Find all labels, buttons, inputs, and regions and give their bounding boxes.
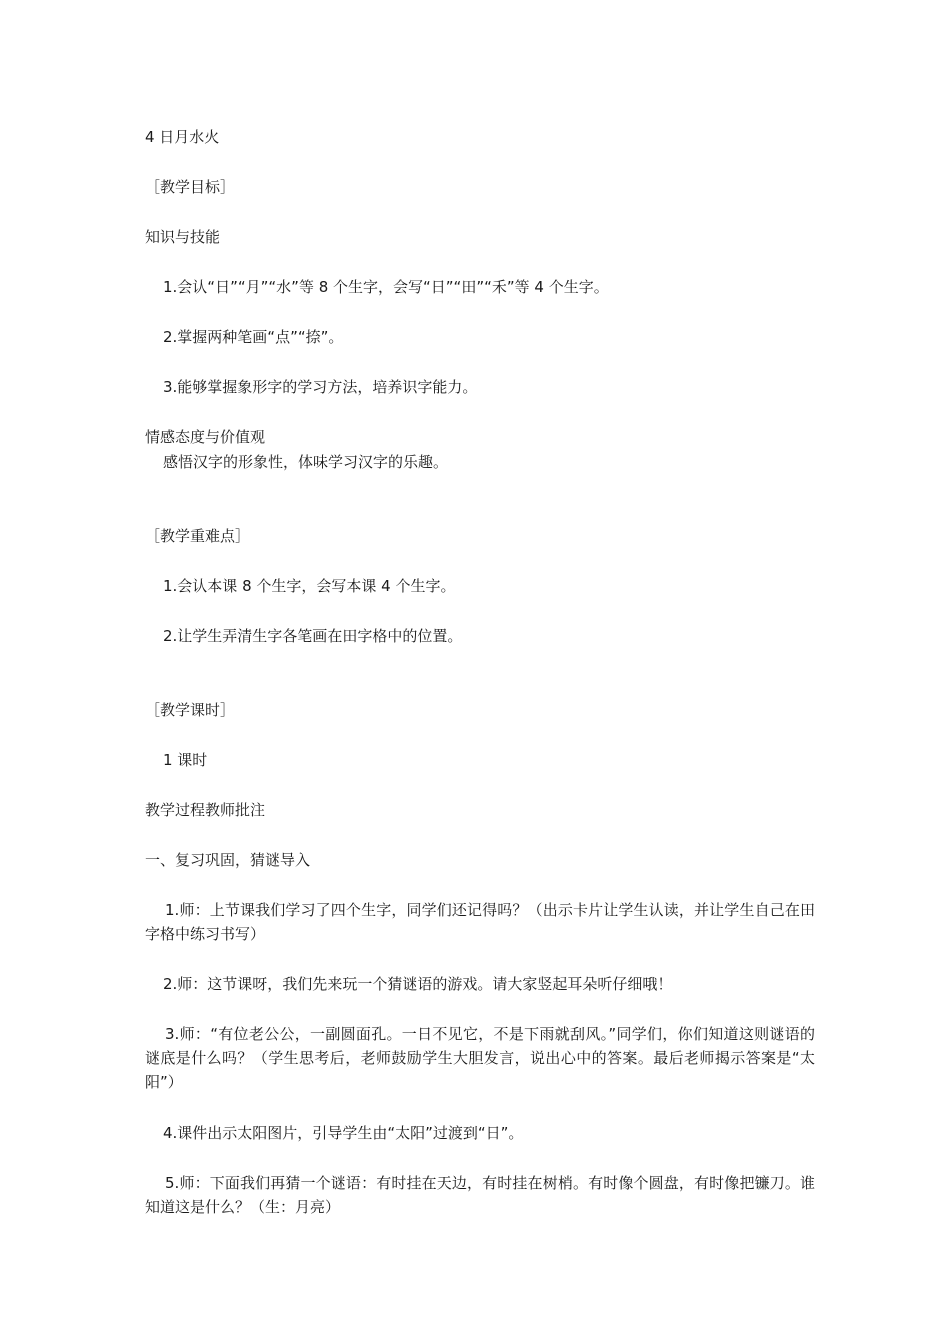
key-points-heading: ［教学重难点］ (145, 527, 251, 545)
key-point-item: 2.让学生弄清生字各笔画在田字格中的位置。 (163, 627, 463, 645)
knowledge-item: 2.掌握两种笔画“点”“捺”。 (163, 328, 344, 346)
process-step: 4.课件出示太阳图片，引导学生由“太阳”过渡到“日”。 (163, 1124, 524, 1142)
attitude-heading: 情感态度与价值观 (145, 428, 266, 446)
hours-text: 1 课时 (163, 751, 208, 769)
hours-heading: ［教学课时］ (145, 701, 236, 719)
knowledge-heading: 知识与技能 (145, 228, 221, 246)
process-step: 1.师：上节课我们学习了四个生字，同学们还记得吗？（出示卡片让学生认读，并让学生自己在田字格中练习书写） (145, 901, 815, 943)
knowledge-item: 3.能够掌握象形字的学习方法，培养识字能力。 (163, 378, 478, 396)
key-point-item: 1.会认本课 8 个生字，会写本课 4 个生字。 (163, 577, 456, 595)
objectives-heading: ［教学目标］ (145, 178, 236, 196)
process-step: 3.师：“有位老公公，一副圆面孔。一日不见它，不是下雨就刮风。”同学们，你们知道这则谜语的谜底是什么吗？（学生思考后，老师鼓励学生大胆发言，说出心中的答案。最后老师揭示答案是“太阳”） (145, 1025, 815, 1091)
process-heading: 教学过程教师批注 (145, 801, 266, 819)
lesson-title: 4 日月水火 (145, 128, 220, 146)
process-step: 2.师：这节课呀，我们先来玩一个猜谜语的游戏。请大家竖起耳朵听仔细哦！ (163, 975, 673, 993)
knowledge-item: 1.会认“日”“月”“水”等 8 个生字，会写“日”“田”“禾”等 4 个生字。 (163, 278, 609, 296)
process-step: 5.师：下面我们再猜一个谜语：有时挂在天边，有时挂在树梢。有时像个圆盘，有时像把镰刀。谁知道这是什么？（生：月亮） (145, 1174, 815, 1216)
section-heading: 一、复习巩固，猜谜导入 (145, 851, 311, 869)
attitude-text: 感悟汉字的形象性，体味学习汉字的乐趣。 (163, 453, 449, 471)
